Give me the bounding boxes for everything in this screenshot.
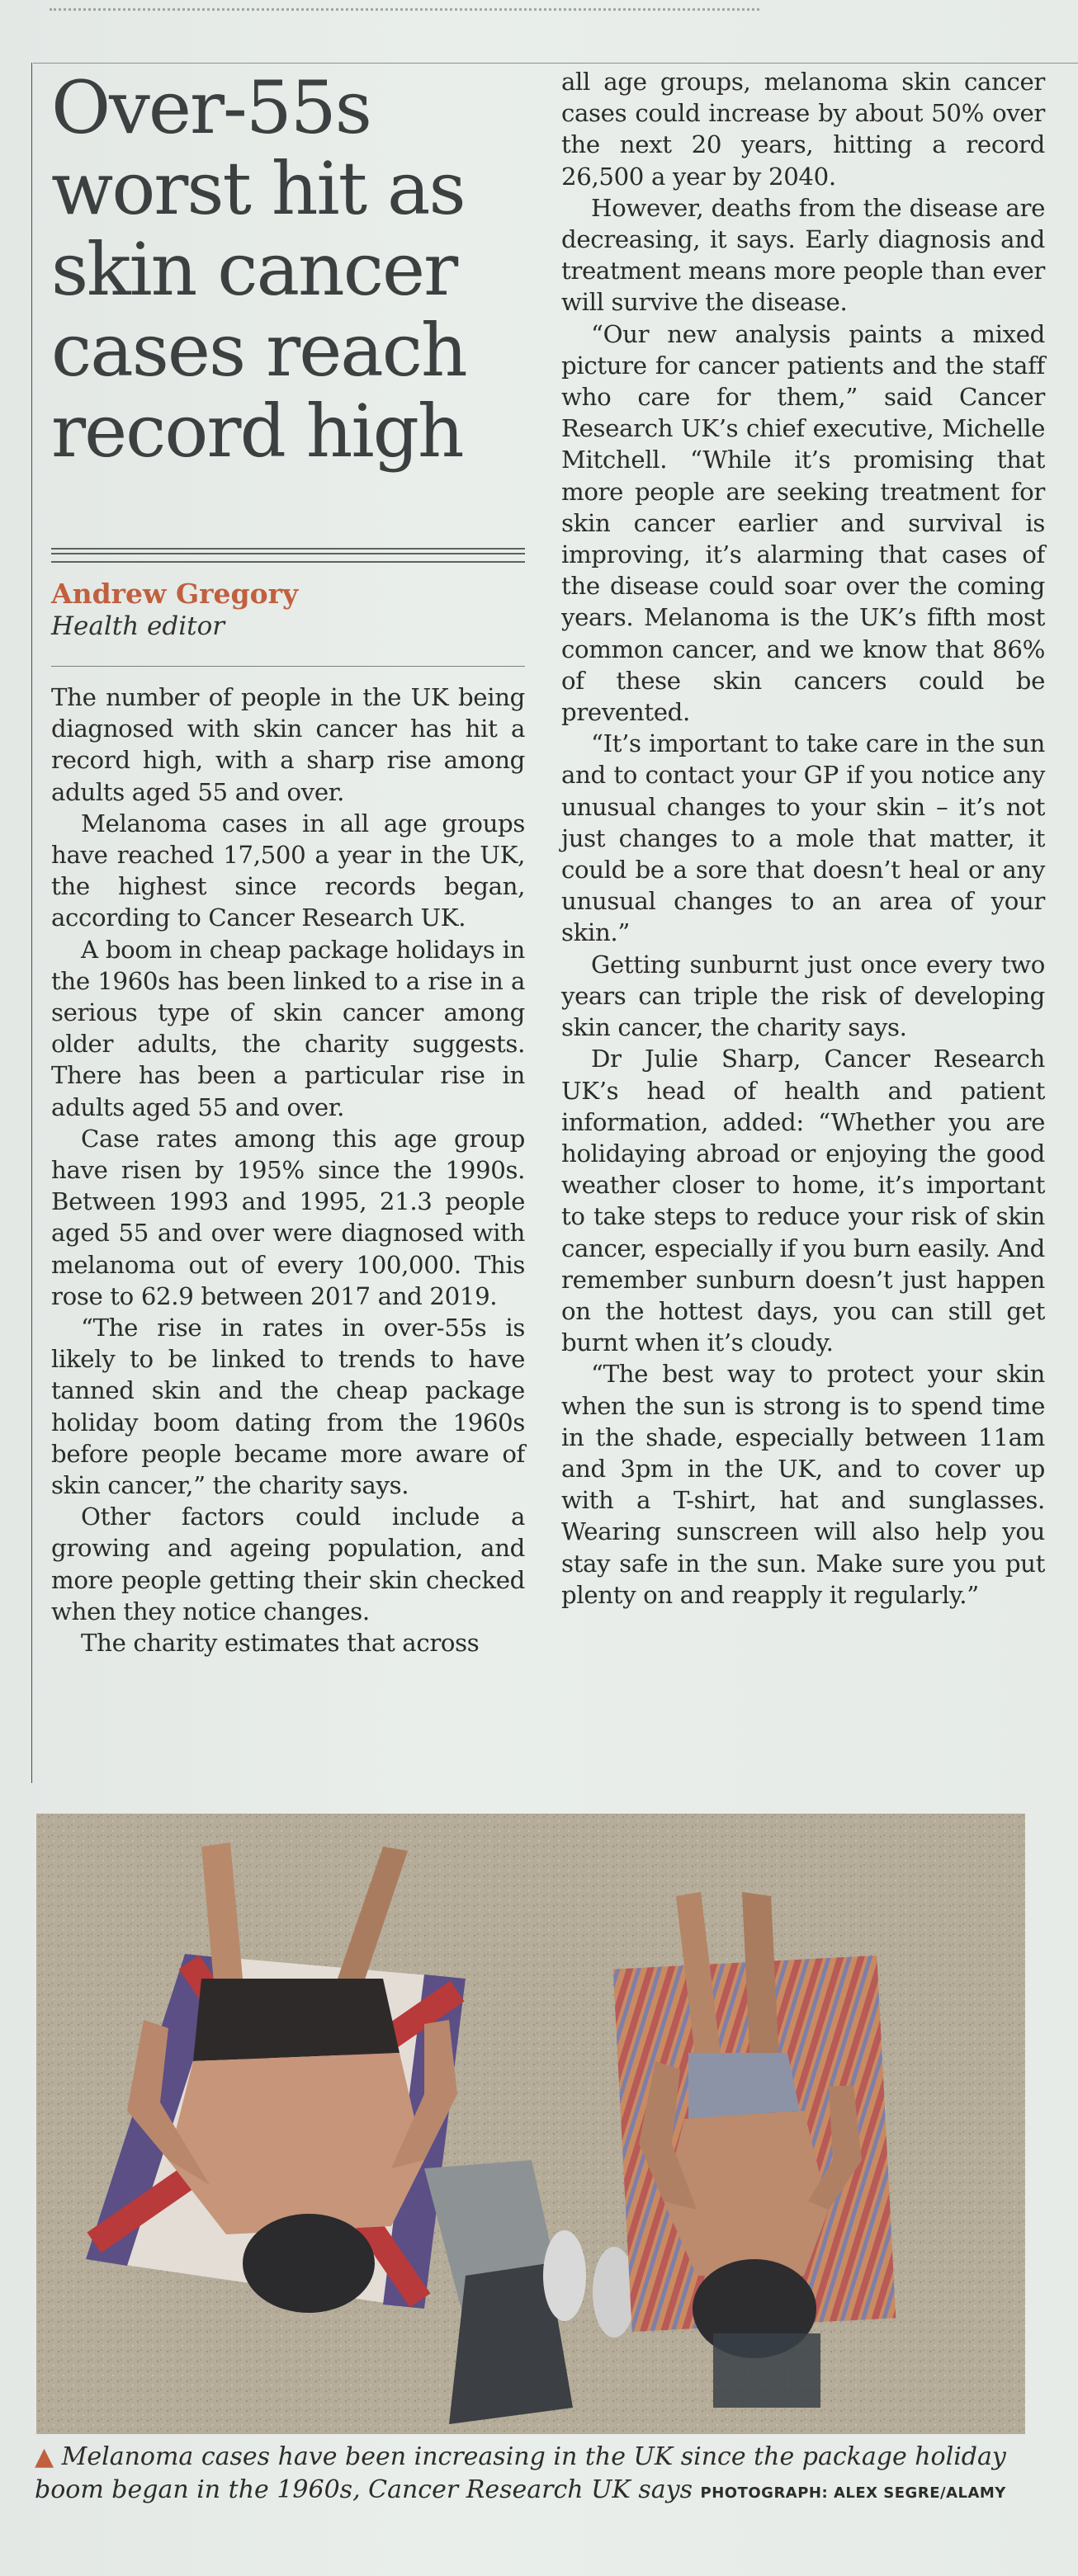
photo-credit: PHOTOGRAPH: ALEX SEGRE/ALAMY: [700, 2484, 1006, 2502]
body-column-2: [561, 66, 1045, 1611]
caption-text: Melanoma cases have been increasing in the UK since the package holiday boom began in the 1960s, Cancer Research UK says: [35, 2442, 1006, 2504]
paragraph: Case rates among this age group have risen by 195% since the 1990s. Between 1993 and 1995, 21.3 people aged 55 and over were diagnosed with melanoma out of every 100,000. This rose to 62.9 between 2017 and 2019.: [51, 1124, 525, 1310]
column-right: [561, 66, 1045, 1611]
author-role: Health editor: [51, 611, 225, 641]
caption-triangle-icon: ▲: [35, 2442, 54, 2471]
paragraph: However, deaths from the disease are decreasing, it says. Early diagnosis and treatment means more people than ever will survive the disease.: [561, 193, 1045, 317]
column-left: [51, 65, 525, 1658]
author-name: Andrew Gregory: [51, 578, 299, 610]
paragraph: all age groups, melanoma skin cancer cases could increase by about 50% over the next 20 years, hitting a record 26,500 a year by 2040.: [561, 68, 1045, 191]
byline-divider: [51, 548, 525, 563]
top-rule: [33, 63, 1078, 64]
paragraph: “The best way to protect your skin when the sun is strong is to spend time in the shade, especially between 11am and 3pm in the UK, and to cover up with a T-shirt, hat and sunglasses. Wearing sunscreen will also help you stay safe in the sun. Make sure you put plenty on and reapply it regularly.”: [561, 1360, 1045, 1609]
cropped-previous-text: [50, 0, 759, 11]
body-column-1: [51, 682, 525, 1658]
column-rule-left: [31, 63, 32, 1783]
body-divider: [51, 666, 525, 667]
paragraph: Melanoma cases in all age groups have reached 17,500 a year in the UK, the highest since records began, according to Cancer Research UK.: [51, 809, 525, 932]
paragraph: “Our new analysis paints a mixed picture for cancer patients and the staff who care for them,” said Cancer Research UK’s chief executive, Michelle Mitchell. “While it’s promising that more people are seeking treatment for skin cancer earlier and survival is improving, it’s alarming that cases of the disease could soar over the coming years. Melanoma is the UK’s fifth most common cancer, and we know that 86% of these skin cancers could be prevented.: [561, 319, 1045, 727]
paragraph: The number of people in the UK being diagnosed with skin cancer has hit a record high, with a sharp rise among adults aged 55 and over.: [51, 683, 525, 806]
paragraph: A boom in cheap package holidays in the 1960s has been linked to a rise in a serious type of skin cancer among older adults, the charity suggests. There has been a particular rise in adults aged 55 and over.: [51, 935, 525, 1121]
paragraph: Dr Julie Sharp, Cancer Research UK’s head of health and patient information, added: “Whether you are holidaying abroad or enjoying the good weather closer to home, it’s important to take steps to reduce your risk of skin cancer, especially if you burn easily. And remember sunburn doesn’t just happen on the hottest days, you can still get burnt when it’s cloudy.: [561, 1045, 1045, 1357]
paragraph: “It’s important to take care in the sun and to contact your GP if you notice any unusual changes to your skin – it’s not just changes to a mole that matter, it could be a sore that doesn’t heal or any unusual changes to an area of your skin.”: [561, 729, 1045, 947]
headline: Over-55s worst hit as skin cancer cases reach record high: [51, 65, 466, 474]
paragraph: The charity estimates that across: [81, 1629, 480, 1658]
paragraph: Other factors could include a growing and ageing population, and more people getting their skin checked when they notice changes.: [51, 1503, 525, 1625]
paragraph: Getting sunburnt just once every two years can triple the risk of developing skin cancer, the charity says.: [561, 950, 1045, 1042]
photo-caption: [35, 2441, 1042, 2510]
beach-photo: [36, 1814, 1025, 2434]
paragraph: “The rise in rates in over-55s is likely to be linked to trends to have tanned skin and the cheap package holiday boom dating from the 1960s before people became more aware of skin cancer,” the charity says.: [51, 1314, 525, 1500]
